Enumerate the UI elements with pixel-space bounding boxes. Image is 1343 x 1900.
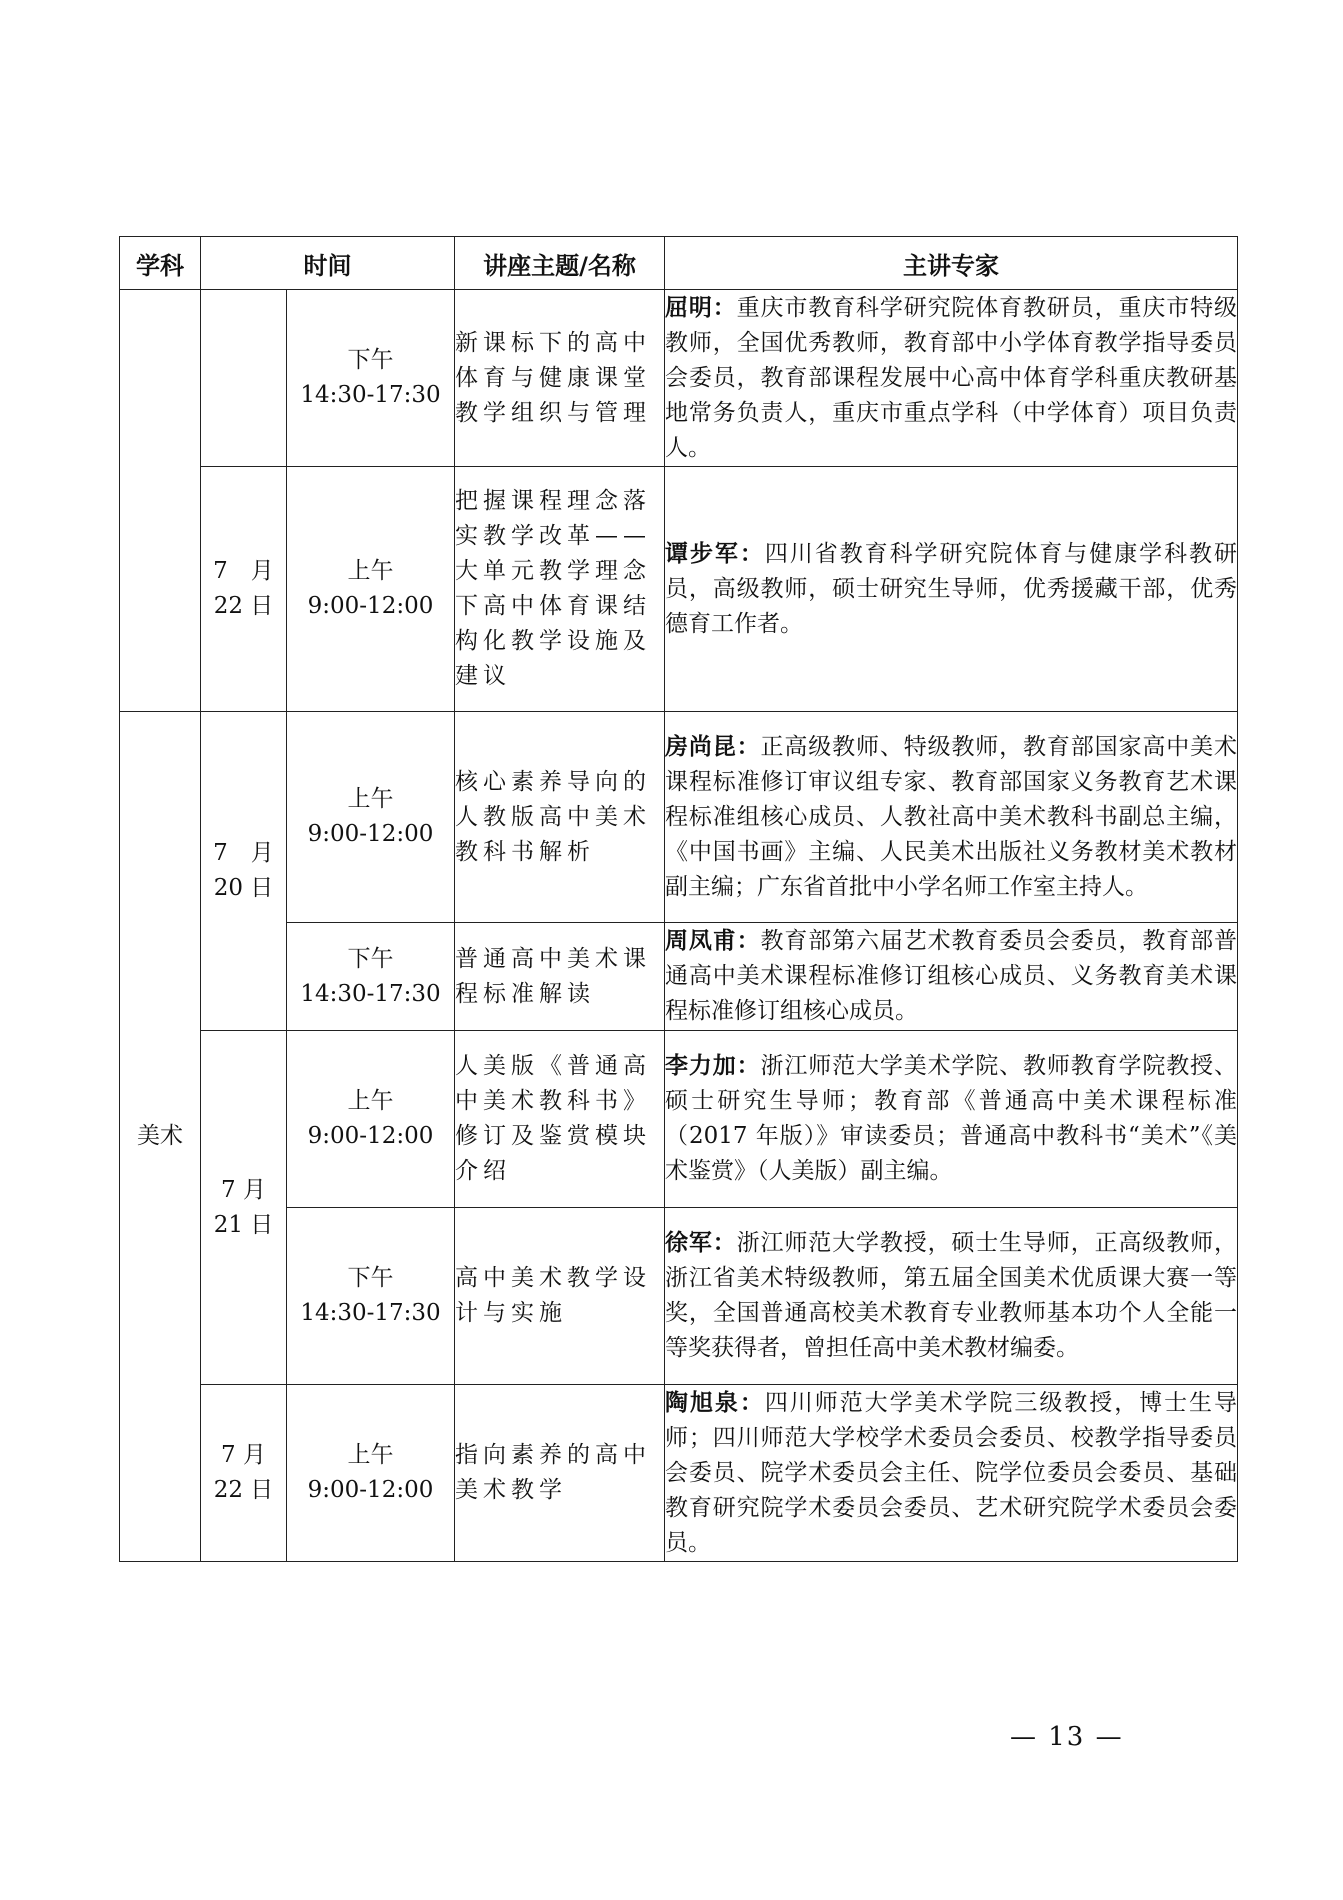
expert-cell [665,923,1238,1031]
schedule-table [119,236,1238,1562]
expert-cell [665,712,1238,923]
date-cell: 7 月 22 日 [201,467,287,712]
header-row [120,237,1238,290]
topic-cell: 高中美术教学设计与实施 [455,1208,665,1385]
expert-desc: 四川省教育科学研究院体育与健康学科教研员，高级教师，硕士研究生导师，优秀援藏干部，优秀德育工作者。 [665,540,1238,637]
expert-cell [665,1385,1238,1562]
header-expert: 主讲专家 [665,237,1238,290]
expert-name: 周凤甫： [665,928,761,954]
topic-cell: 新课标下的高中体育与健康课堂教学组织与管理 [455,290,665,467]
date-cell-continued [201,290,287,467]
expert-desc: 浙江师范大学教授，硕士生导师，正高级教师，浙江省美术特级教师，第五届全国美术优质课大赛一等奖，全国普通高校美术教育专业教师基本功个人全能一等奖获得者，曾担任高中美术教材编委。 [665,1230,1238,1361]
table-row [120,1385,1238,1562]
table-row [120,1208,1238,1385]
expert-name: 徐军： [665,1230,737,1256]
expert-desc: 正高级教师、特级教师，教育部国家高中美术课程标准修订审议组专家、教育部国家义务教育艺术课程标准组核心成员、人教社高中美术教科书副总主编，《中国书画》主编、人民美术出版社义务教材美术教材副主编；广东省首批中小学名师工作室主持人。 [665,733,1238,900]
expert-name: 谭步军： [665,540,765,567]
topic-cell: 指向素养的高中美术教学 [455,1385,665,1562]
header-subject: 学科 [120,237,201,290]
time-cell: 上午 9:00-12:00 [287,1385,455,1562]
expert-name: 李力加： [665,1053,761,1079]
table-row [120,1031,1238,1208]
subject-cell: 美术 [120,712,201,1562]
page-number: — 13 — [1010,1722,1124,1752]
expert-name: 屈明： [665,294,737,321]
topic-cell: 把握课程理念落实教学改革——大单元教学理念下高中体育课结构化教学设施及建议 [455,467,665,712]
topic-cell: 核心素养导向的人教版高中美术教科书解析 [455,712,665,923]
time-cell: 上午 9:00-12:00 [287,712,455,923]
date-cell: 7 月 21 日 [201,1031,287,1385]
table-row [120,467,1238,712]
subject-cell-continued [120,290,201,712]
time-cell: 下午 14:30-17:30 [287,1208,455,1385]
header-topic: 讲座主题/名称 [455,237,665,290]
expert-name: 房尚昆： [665,733,761,760]
expert-desc: 教育部第六届艺术教育委员会委员，教育部普通高中美术课程标准修订组核心成员、义务教育美术课程标准修订组核心成员。 [665,928,1238,1024]
topic-cell: 人美版《普通高中美术教科书》修订及鉴赏模块介绍 [455,1031,665,1208]
expert-desc: 四川师范大学美术学院三级教授，博士生导师；四川师范大学校学术委员会委员、校教学指导委员会委员、院学术委员会主任、院学位委员会委员、基础教育研究院学术委员会委员、艺术研究院学术委员会委员。 [665,1389,1238,1556]
expert-desc: 浙江师范大学美术学院、教师教育学院教授、硕士研究生导师；教育部《普通高中美术课程标准（2017 年版）》审读委员；普通高中教科书“美术”《美术鉴赏》（人美版）副主编。 [665,1053,1238,1184]
time-cell: 上午 9:00-12:00 [287,1031,455,1208]
date-cell: 7 月 20 日 [201,712,287,1031]
date-cell: 7 月 22 日 [201,1385,287,1562]
time-cell: 下午 14:30-17:30 [287,290,455,467]
expert-cell [665,1031,1238,1208]
header-time: 时间 [201,237,455,290]
time-cell: 下午 14:30-17:30 [287,923,455,1031]
expert-cell [665,290,1238,467]
table-row [120,923,1238,1031]
table-row [120,712,1238,923]
expert-desc: 重庆市教育科学研究院体育教研员，重庆市特级教师，全国优秀教师，教育部中小学体育教学指导委员会委员，教育部课程发展中心高中体育学科重庆教研基地常务负责人，重庆市重点学科（中学体育）项目负责人。 [665,294,1238,461]
topic-cell: 普通高中美术课程标准解读 [455,923,665,1031]
time-cell: 上午 9:00-12:00 [287,467,455,712]
expert-cell [665,1208,1238,1385]
table-row [120,290,1238,467]
expert-name: 陶旭泉： [665,1389,765,1416]
expert-cell [665,467,1238,712]
